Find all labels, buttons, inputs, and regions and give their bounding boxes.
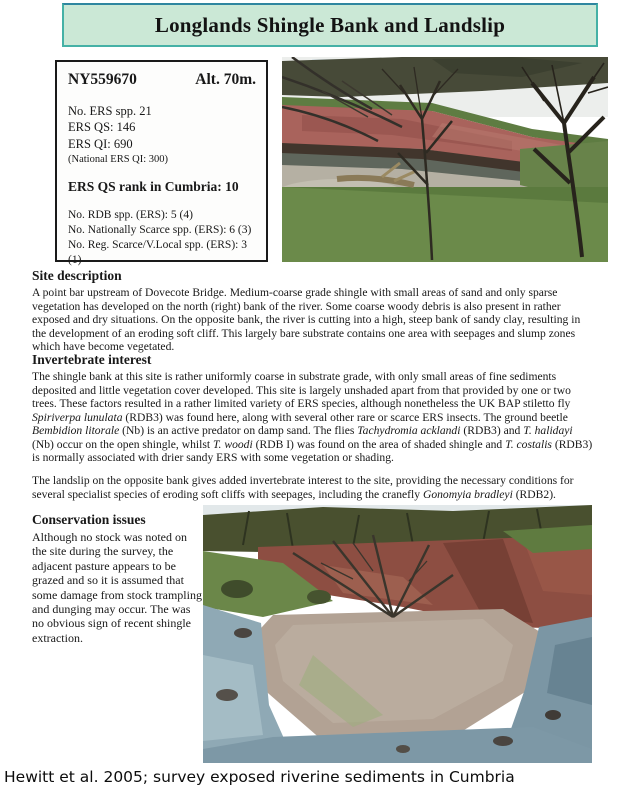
- ers-figures: [68, 103, 260, 166]
- invertebrate-interest-heading: Invertebrate interest: [32, 352, 152, 367]
- national-ers-qi-note: (National ERS QI: 300): [68, 153, 169, 165]
- site-description-heading: Site description: [32, 268, 122, 283]
- ers-spp-count: No. ERS spp. 21: [68, 104, 152, 118]
- figure-caption: Hewitt et al. 2005; survey exposed riverine sediments in Cumbria: [4, 768, 515, 786]
- page-title: Longlands Shingle Bank and Landslip: [154, 12, 506, 37]
- invertebrate-interest-section: [32, 352, 594, 501]
- regionally-scarce-count: No. Reg. Scarce/V.Local spp. (ERS): 3 (1): [68, 239, 247, 267]
- altitude: Alt. 70m.: [195, 71, 256, 88]
- conservation-issues-body: Although no stock was noted on the site during the survey, the adjacent pasture appears to be grazed and so it is assumed that some damage from stock trampling and dunging may occur. The was no obvious sign of recent shingle extraction.: [32, 530, 202, 645]
- invertebrate-interest-paragraph-1: The shingle bank at this site is rather uniformly coarse in substrate grade, with only small areas of fine sediments deposited and little vegetation cover developed. This site is largely unshaded apart from that provided by one or two trees. These factors resulted in a rather limited variety of ERS species, although nonetheless the UK BAP stiletto fly Spiriverpa lunulata (RDB3) was found here, along with several other rare or scarce ERS insects. The ground beetle Bembidion litorale (Nb) is an active predator on damp sand. The flies Tachydromia acklandi (RDB3) and T. halidayi (Nb) occur on the open shingle, whilst T. woodi (RDB I) was found on the area of shaded shingle and T. costalis (RDB3) is normally associated with drier sandy ERS with some vegetation or shading.: [32, 370, 593, 465]
- grid-reference: NY559670: [68, 71, 137, 88]
- title-banner: [62, 3, 598, 47]
- bottom-site-photo: [203, 505, 592, 763]
- stats-box-header: [68, 71, 260, 89]
- invertebrate-interest-paragraph-2: The landslip on the opposite bank gives added invertebrate interest to the site, providing the necessary conditions for several specialist species of eroding soft cliffs with seepages, including the cranefly Gonomyia bradleyi (RDB2).: [32, 473, 574, 501]
- nationally-scarce-count: No. Nationally Scarce spp. (ERS): 6 (3): [68, 224, 252, 237]
- rdb-spp-count: No. RDB spp. (ERS): 5 (4): [68, 209, 193, 222]
- site-stats-box: [55, 60, 268, 267]
- ers-qs: ERS QS: 146: [68, 120, 136, 135]
- bottom-photo-illustration: [203, 505, 592, 763]
- scarcity-stats: [68, 208, 260, 268]
- conservation-issues-heading: Conservation issues: [32, 512, 146, 527]
- ers-qs-rank: ERS QS rank in Cumbria: 10: [68, 179, 239, 195]
- top-photo-illustration: [282, 57, 608, 262]
- site-description-body: A point bar upstream of Dovecote Bridge. Medium-coarse grade shingle with small areas of sand and only sparse vegetation has developed on the north (right) bank of the river. Some coarse woody debris is also present in rather exposed and dry situations. On the opposite bank, the river is cutting into a high, steep bank of sandy clay, resulting in the development of an eroding soft cliff. This largely bare substrate contains one area with seepages and slump zones which have become vegetated.: [32, 286, 581, 354]
- conservation-issues-section: [32, 512, 202, 645]
- top-site-photo: [282, 57, 608, 262]
- ers-qi: ERS QI: 690: [68, 136, 133, 151]
- site-description-section: [32, 268, 594, 354]
